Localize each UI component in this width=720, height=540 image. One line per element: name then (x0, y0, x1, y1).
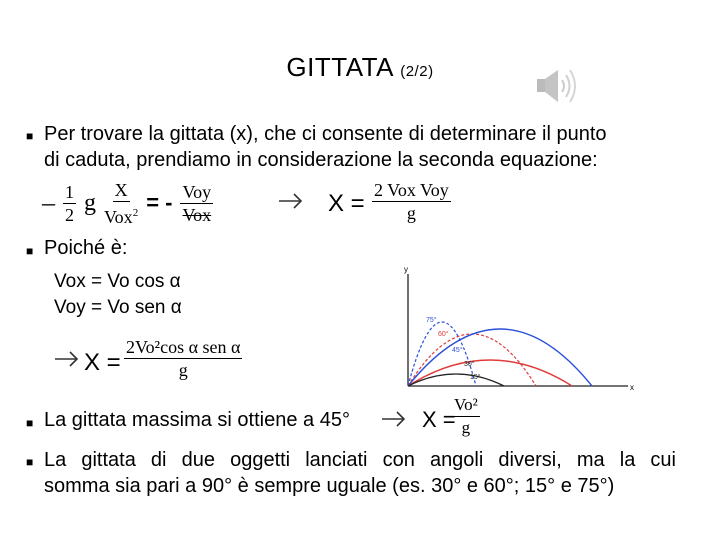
eq2-fraction: $\frac{\text{2Vo²cos α sen α}}{g}$ (126, 337, 241, 380)
angle-75-label: 75° (426, 317, 437, 324)
eq1-result-fraction: $\frac{\text{2 Vox Voy}}{g}$ (374, 180, 449, 223)
voy-definition: Voy = Vo sen α (54, 297, 182, 318)
intro-paragraph (44, 121, 607, 173)
angle-45-label: 45° (452, 347, 463, 354)
y-axis-label: y (404, 265, 408, 274)
angle-15-label: 15° (470, 374, 481, 381)
trajectory-diagram (396, 262, 640, 392)
right-arrow-icon (278, 192, 304, 210)
eq1-minus: – (42, 188, 55, 217)
eq1-equals-minus: = - (146, 190, 173, 215)
bullet-2: ■ (26, 244, 34, 258)
intro-line-1: Per trovare la gittata (x), che ci consente di determinare il punto (44, 123, 607, 145)
right-arrow-icon (54, 350, 80, 368)
slide-title (0, 52, 720, 83)
eq1-voy-fraction: $\frac{\text{Voy}}{\text{Vox}}$ (182, 181, 212, 225)
bullet-4: ■ (26, 455, 34, 469)
trajectory-15 (408, 374, 504, 386)
equal-range-paragraph (44, 447, 676, 499)
eq1-half-fraction: $\frac{1}{2}$ (65, 181, 74, 225)
equation-1 (42, 178, 213, 228)
x-axis-label: x (630, 383, 634, 392)
bullet-1: ■ (26, 129, 34, 143)
max-range-text: La gittata massima si ottiene a 45° (44, 409, 350, 431)
eq2-x-label: X = (84, 349, 121, 376)
equal-range-line-1: La gittata di due oggetti lanciati con angoli diversi, ma la cui (44, 449, 676, 471)
title-sub: (2/2) (400, 63, 434, 80)
trajectory-30 (408, 360, 572, 386)
title-main: GITTATA (286, 52, 393, 82)
angle-30-label: 30° (464, 361, 475, 368)
eq1-x-fraction: $\frac{X}{Vox^2}$ (104, 179, 139, 227)
eq1-x-label: X = (328, 190, 365, 217)
equal-range-line-2: somma sia pari a 90° è sempre uguale (es. 30° e 60°; 15° e 75°) (44, 475, 615, 497)
trajectory-45 (408, 329, 592, 386)
angle-60-label: 60° (438, 331, 449, 338)
max-fraction: $\frac{\text{Vo²}}{g}$ (454, 395, 478, 437)
poiche-text: Poiché è: (44, 237, 128, 259)
right-arrow-icon (381, 410, 407, 428)
eq1-g: g (84, 189, 96, 216)
vox-definition: Vox = Vo cos α (54, 271, 181, 292)
speaker-icon[interactable] (534, 66, 584, 106)
max-x-label: X = (422, 407, 456, 432)
intro-line-2: di caduta, prendiamo in considerazione la seconda equazione: (44, 149, 598, 171)
bullet-3: ■ (26, 416, 34, 430)
